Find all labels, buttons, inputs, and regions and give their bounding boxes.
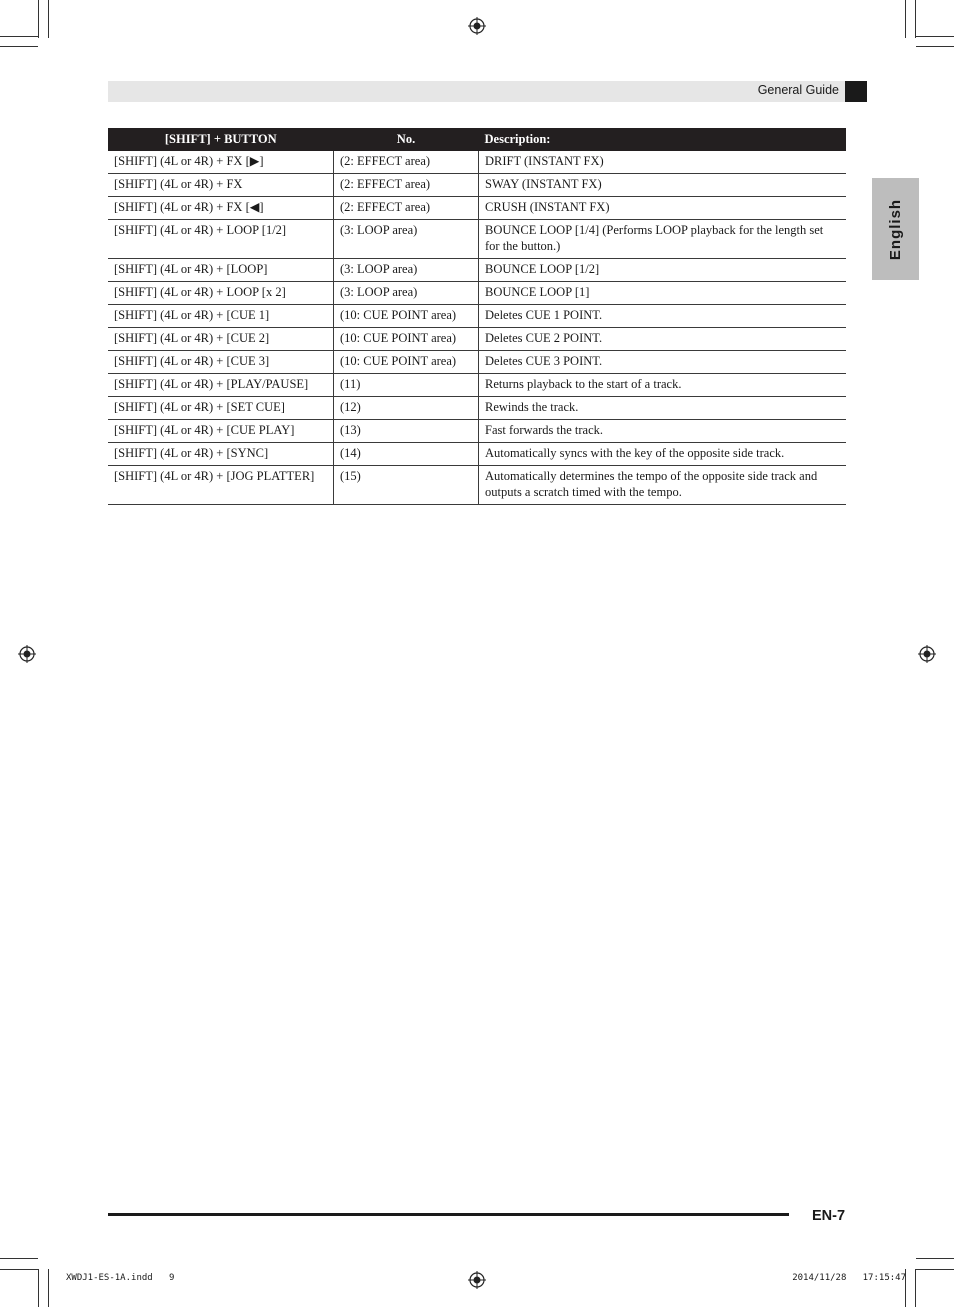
cell-description: Returns playback to the start of a track. [479,374,847,397]
cell-description: SWAY (INSTANT FX) [479,174,847,197]
table-row [108,259,846,282]
cell-button-combo: [SHIFT] (4L or 4R) + LOOP [1/2] [108,220,334,259]
footer-rule [108,1213,789,1216]
registration-mark-icon [918,645,936,663]
cell-description: BOUNCE LOOP [1/4] (Performs LOOP playback for the length set for the button.) [479,220,847,259]
cell-number: (13) [334,420,479,443]
registration-mark-icon [468,1271,486,1289]
cell-button-combo: [SHIFT] (4L or 4R) + [JOG PLATTER] [108,466,334,505]
crop-mark [915,0,916,38]
cell-number: (10: CUE POINT area) [334,328,479,351]
cell-description: Automatically determines the tempo of the opposite side track and outputs a scratch timed with the tempo. [479,466,847,505]
column-header-description: Description: [479,128,847,151]
cell-number: (12) [334,397,479,420]
cell-number: (10: CUE POINT area) [334,305,479,328]
table-row [108,397,846,420]
crop-mark [915,1269,916,1307]
table-row [108,420,846,443]
cell-number: (3: LOOP area) [334,282,479,305]
table-row [108,151,846,174]
cell-description: CRUSH (INSTANT FX) [479,197,847,220]
cell-button-combo: [SHIFT] (4L or 4R) + [CUE 3] [108,351,334,374]
column-header-no: No. [334,128,479,151]
registration-mark-icon [468,17,486,35]
cell-description: BOUNCE LOOP [1] [479,282,847,305]
cell-button-combo: [SHIFT] (4L or 4R) + [CUE 1] [108,305,334,328]
cell-button-combo: [SHIFT] (4L or 4R) + [CUE 2] [108,328,334,351]
crop-mark [48,1269,49,1307]
cell-button-combo: [SHIFT] (4L or 4R) + LOOP [x 2] [108,282,334,305]
cell-number: (10: CUE POINT area) [334,351,479,374]
language-tab-label-wrap [872,178,919,280]
cell-number: (2: EFFECT area) [334,174,479,197]
header-block [845,81,867,102]
cell-description: Fast forwards the track. [479,420,847,443]
table-row [108,220,846,259]
table-header-row [108,128,846,151]
cell-description: Rewinds the track. [479,397,847,420]
registration-mark-icon [18,645,36,663]
page-number: EN-7 [812,1208,846,1224]
crop-mark [905,0,906,38]
crop-mark [916,36,954,37]
cell-number: (2: EFFECT area) [334,151,479,174]
table-body [108,151,846,505]
cell-number: (3: LOOP area) [334,259,479,282]
cell-description: Deletes CUE 1 POINT. [479,305,847,328]
cell-button-combo: [SHIFT] (4L or 4R) + [SYNC] [108,443,334,466]
section-title: General Guide [757,83,839,97]
cell-description: BOUNCE LOOP [1/2] [479,259,847,282]
table-row [108,282,846,305]
cell-description: Deletes CUE 3 POINT. [479,351,847,374]
shift-button-table [108,128,846,505]
crop-mark [916,46,954,47]
slug-date: 2014/11/28 17:15:47 [792,1273,906,1283]
crop-mark [0,1258,38,1259]
table-row [108,443,846,466]
table-row [108,374,846,397]
crop-mark [38,0,39,38]
language-tab-label: English [887,198,905,260]
header-bar [108,81,845,102]
table-row [108,305,846,328]
cell-number: (14) [334,443,479,466]
cell-button-combo: [SHIFT] (4L or 4R) + [SET CUE] [108,397,334,420]
table-row [108,466,846,505]
cell-button-combo: [SHIFT] (4L or 4R) + FX [◀] [108,197,334,220]
table-row [108,197,846,220]
cell-description: Automatically syncs with the key of the opposite side track. [479,443,847,466]
cell-button-combo: [SHIFT] (4L or 4R) + FX [108,174,334,197]
cell-button-combo: [SHIFT] (4L or 4R) + FX [▶] [108,151,334,174]
crop-mark [916,1269,954,1270]
cell-number: (3: LOOP area) [334,220,479,259]
crop-mark [38,1269,39,1307]
table-row [108,351,846,374]
cell-number: (2: EFFECT area) [334,197,479,220]
cell-button-combo: [SHIFT] (4L or 4R) + [LOOP] [108,259,334,282]
cell-description: DRIFT (INSTANT FX) [479,151,847,174]
cell-number: (15) [334,466,479,505]
cell-number: (11) [334,374,479,397]
crop-mark [48,0,49,38]
cell-description: Deletes CUE 2 POINT. [479,328,847,351]
crop-mark [0,1269,38,1270]
column-header-button: [SHIFT] + BUTTON [108,128,334,151]
crop-mark [916,1258,954,1259]
cell-button-combo: [SHIFT] (4L or 4R) + [CUE PLAY] [108,420,334,443]
table-row [108,174,846,197]
cell-button-combo: [SHIFT] (4L or 4R) + [PLAY/PAUSE] [108,374,334,397]
slug-file: XWDJ1-ES-1A.indd 9 [66,1273,175,1283]
crop-mark [0,46,38,47]
crop-mark [0,36,38,37]
table-row [108,328,846,351]
